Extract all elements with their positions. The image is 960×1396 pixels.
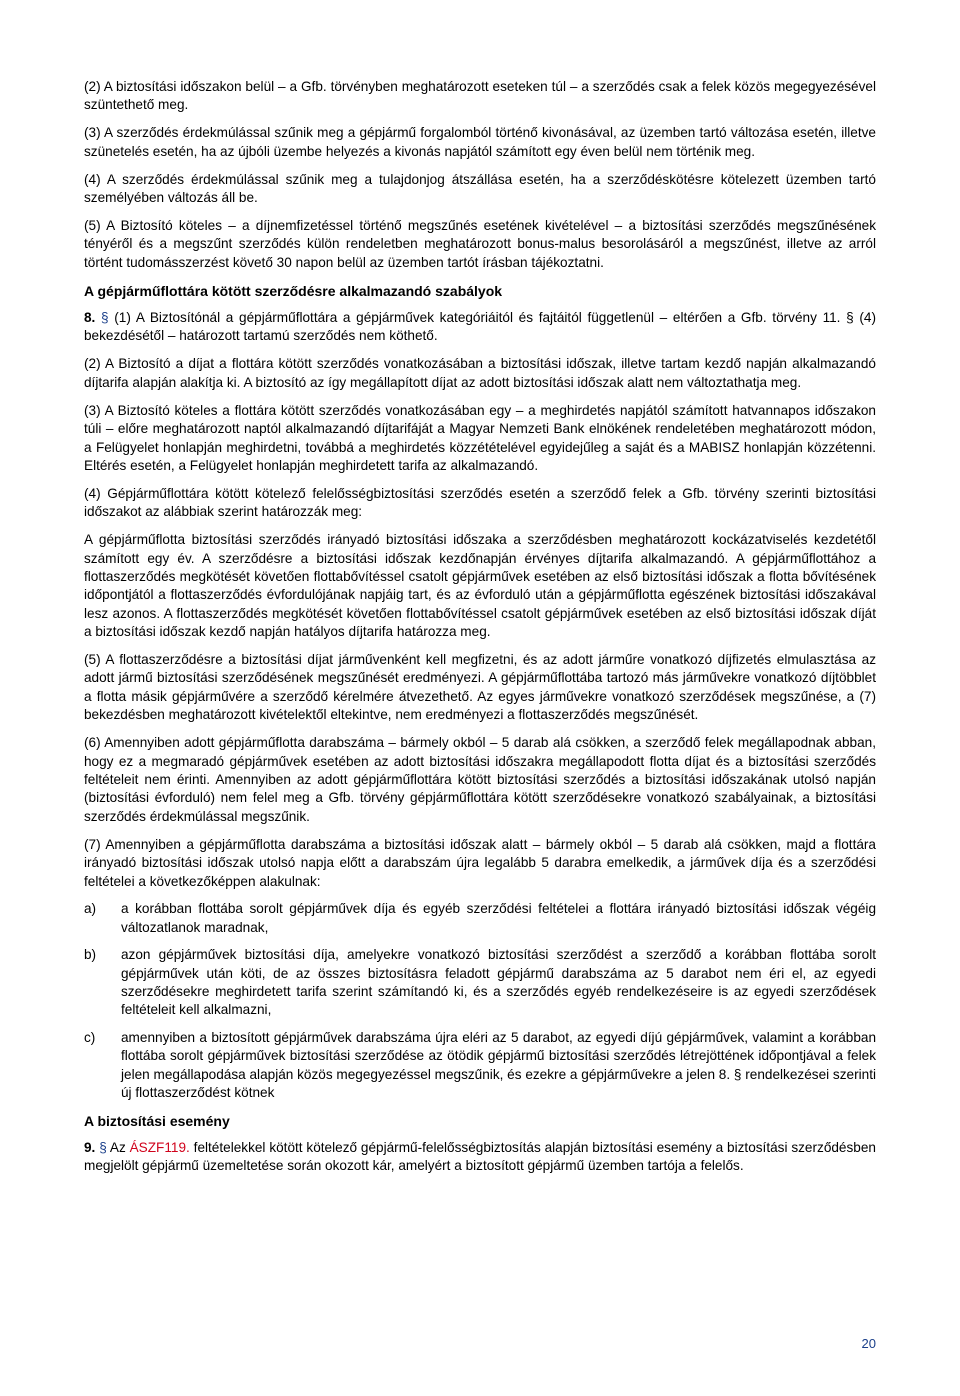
section-8-paragraph-1 [84,309,876,346]
section-9-symbol[interactable]: § [99,1139,107,1155]
section-9-paragraph [84,1139,876,1176]
aszf-link[interactable]: ÁSZF119. [129,1139,190,1155]
section-heading-insured-event: A biztosítási esemény [84,1112,230,1129]
paragraph-4: (4) A szerződés érdekmúlással szűnik meg a tulajdonjog átszállása esetén, ha a szerződéskötésre kötelezett üzemben tartó személyében változás áll be. [84,171,876,206]
section-8-item-list [84,900,876,1102]
paragraph-5: (5) A Biztosító köteles – a díjnemfizetéssel történő megszűnés esetének kivételével – a biztosítási szerződés megszűnésének tényéről és a megszűnt szerződés külön rendeletben meghatározott bonus-malus besorolásáról a megszűnést, illetve az arról történt tudomásszerzést követő 30 napon belül az üzemben tartót írásban tájékoztatni. [84,217,876,270]
section-8-paragraph-7: (7) Amennyiben a gépjárműflotta darabszáma a biztosítási időszak alatt – bármely okból – 5 darab alá csökken, majd a flottára irányadó biztosítási időszak utolsó napja előtt a darabszám újra legalább 5 darabra emelkedik, a járművek díja és a szerződési feltételei a következőképpen alakulnak: [84,836,876,889]
list-item-text: amennyiben a biztosított gépjárművek darabszáma újra eléri az 5 darabot, az egyedi díjú gépjárművek, valamint a korábban flottába sorolt gépjárművek biztosítási szerződése az ötödik gépjármű biztosítási szerződés létrejöttének időpontjával a felek jelen megállapodása alapján közös megegyezéssel megszűnik, és ezekre a gépjárművekre a jelen 8. § rendelkezései szerinti új flottaszerződést kötnek [121,1029,876,1101]
section-8-text-2a: (2) A Biztosító a díjat a flottára kötött szerződés vonatkozásában a biztosítási időszak, illetve tartam kezdő napján alkalmazandó díjtarifa alapján alakítja ki. [84,356,876,390]
list-item-marker: c) [84,1029,96,1045]
section-heading-fleet: A gépjárműflottára kötött szerződésre alkalmazandó szabályok [84,282,503,299]
section-8-paragraph-4: (4) Gépjárműflottára kötött kötelező felelősségbiztosítási szerződés esetén a szerződő felek a Gfb. törvény szerinti biztosítási időszakot az alábbiak szerint határozzák meg: [84,485,876,520]
section-8-symbol[interactable]: § [101,310,109,326]
list-item-marker: a) [84,901,97,917]
list-item-text: a korábban flottába sorolt gépjárművek díja és egyéb szerződési feltételei a flottára irányadó biztosítási időszak végéig változatlanok maradnak, [121,901,876,935]
section-9-text: feltételekkel kötött kötelező gépjármű-felelősségbiztosítás alapján biztosítási esemény a biztosítási szerződésben megjelölt gépjármű üzemeltetése során okozott kár, amelyért a biztosított gépjármű üzemben tartója a felelős. [84,1139,876,1174]
section-8-paragraph-2 [84,355,876,392]
section-8-paragraph-6: (6) Amennyiben adott gépjárműflotta darabszáma – bármely okból – 5 darab alá csökken, a szerződő felek megállapodnak abban, hogy ez a megmaradó gépjárművek esetében az adott biztosítási időszakra megállapodott flotta díjat és a biztosítási szerződés feltételeit nem érinti. Amennyiben az adott gépjárműflottára kötött biztosítási szerződés a biztosítási időszakának utolsó napján (biztosítási évforduló) nem felel meg a Gfb. törvény gépjárműflottára kötött szerződésekre vonatkozó szabályainak, a biztosítási szerződés érdekmúlással megszűnik. [84,735,876,824]
section-9-lead: Az [109,1139,126,1155]
section-9-number: 9. [84,1139,96,1155]
paragraph-2: (2) A biztosítási időszakon belül – a Gfb. törvényben meghatározott eseteken túl – a szerződés csak a felek közös megegyezésével szüntethető meg. [84,79,876,113]
paragraph-3: (3) A szerződés érdekmúlással szűnik meg a gépjármű forgalomból történő kivonásával, az üzemben tartó változása esetén, illetve szünetelés esetén, ha az újbóli üzembe helyezés a kivonás napjától számított egy éven belül nem történik meg. [84,125,876,159]
section-8-text-1: (1) A Biztosítónál a gépjárműflottára a gépjárművek kategóriáitól és fajtáitól függetlenül – eltérően a Gfb. törvény 11. § (4) bekezdésétől – határozott tartamú szerződés nem köthető. [84,310,876,344]
list-item-marker: b) [84,947,97,963]
list-item-a [84,900,876,937]
list-item-text: azon gépjárművek biztosítási díja, amelyekre vonatkozó biztosítási szerződést a szerződő a korábban flottába sorolt gépjárművek után köti, de az összes biztosításra feladott gépjármű darabszáma az 5 darabot nem éri el, az egyedi szerződésekre meghirdetett tarifa szerint számítandó ki, és a szerződés egyéb rendelkezéseire is az egyedi szerződések feltételeit kell alkalmazni, [121,947,876,1018]
list-item-c [84,1029,876,1103]
section-8-paragraph-3: (3) A Biztosító köteles a flottára kötött szerződés vonatkozásában egy – a meghirdetés napjától számított hatvannapos időszakon túli – előre meghatározott naptól alkalmazandó díjtarifáját a Magyar Nemzeti Bank elnökének rendeletében meghatározott módon, a Felügyelet honlapján meghirdetni, továbbá a meghirdetés közzétételével egyidejűleg a saját és a MABISZ honlapján közzétenni. Eltérés esetén, a Felügyelet honlapján meghirdetett tarifa az alkalmazandó. [84,402,876,473]
page-number: 20 [861,1336,876,1351]
section-8-paragraph-4b: A gépjárműflotta biztosítási szerződés irányadó biztosítási időszaka a szerződésben meghatározott kockázatviselés kezdetétől számított egy év. A szerződésre a biztosítási időszak kezdőnapján érvényes díjtarifa alkalmazandó. A gépjárműflottához a flottaszerződés megkötését követően flottabővítéssel csatolt gépjárművek esetében az első biztosítási időszak a flotta bővítésének időpontjától a flottaszerződés évfordulójának napjáig tart, és az évforduló után a gépjárműflotta egészének biztosítási időszakával lesz azonos. A flottaszerződés megkötését követően flottabővítéssel csatolt gépjárművek esetében az első biztosítási időszak díját a biztosítási időszak kezdő napján hatályos díjtarifa határozza meg. [84,532,876,640]
section-8-paragraph-5: (5) A flottaszerződésre a biztosítási díjat járművenként kell megfizetni, és az adott járműre vonatkozó díjfizetés elmulasztása az adott jármű biztosítási szerződésének megszűnését eredményezi. A gépjárműflottába tartozó más járművekre vonatkozó díjtöbblet a flotta másik gépjárművére a szerződő kérelmére átvezethető. Az egyes járművekre vonatkozó szerződések megszűnése, a (7) bekezdésben meghatározott kivételektől eltekintve, nem eredményezi a flottaszerződés megszűnését. [84,652,876,723]
section-8-text-2b: A biztosító az így megállapított díjat az adott biztosítási időszak alatt nem változtathatja meg. [240,374,802,390]
document-body [84,78,876,1185]
section-8-number: 8. [84,310,96,326]
list-item-b [84,946,876,1020]
